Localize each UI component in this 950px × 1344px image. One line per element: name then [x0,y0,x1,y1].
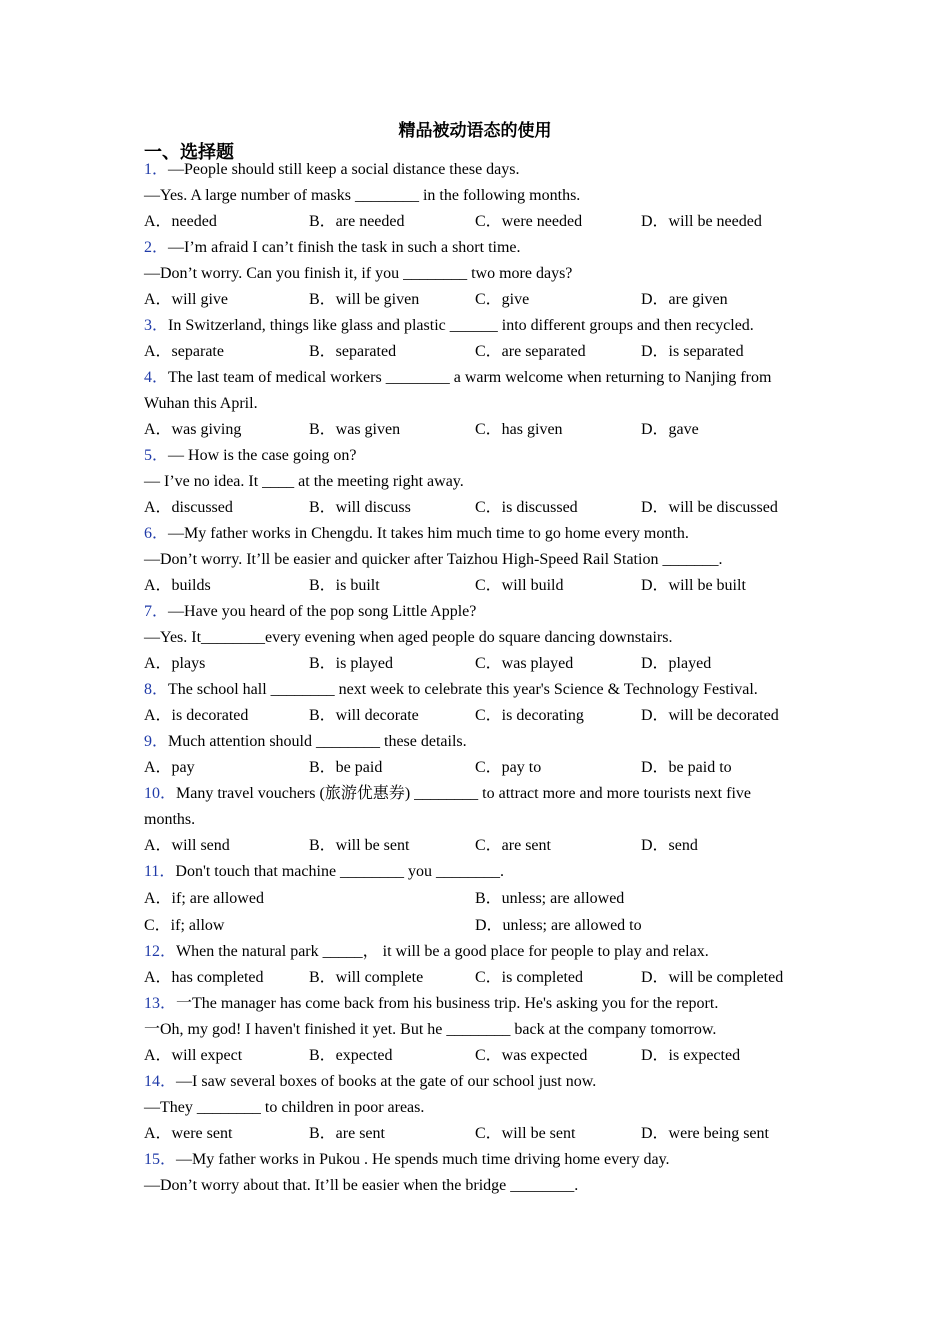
option-b[interactable]: B．will be sent [309,837,410,854]
question-text [144,729,804,755]
question-line: Don't touch that machine ________ you ________. [175,863,505,880]
question-text [144,469,804,495]
option-d[interactable]: D．were being sent [641,1125,769,1142]
question-text [144,521,804,547]
question-line: Much attention should ________ these details. [168,733,467,750]
question-text [144,781,804,833]
option-row [144,885,804,912]
option-c[interactable]: C．are separated [475,343,586,360]
question-text [144,1147,804,1173]
option-c[interactable]: C．give [475,291,530,308]
option-d[interactable]: D．send [641,837,698,854]
option-c[interactable]: C．pay to [475,759,542,776]
question-2 [144,235,804,313]
option-b[interactable]: B．will be given [309,291,420,308]
question-text [144,313,804,339]
question-number: 7． [144,603,169,620]
question-number: 15． [144,1151,177,1168]
question-15 [144,1147,804,1199]
option-row [144,495,804,521]
option-c[interactable]: C．were needed [475,213,583,230]
question-line: In Switzerland, things like glass and plastic ______ into different groups and then recycled. [168,317,754,334]
option-c[interactable]: C．is completed [475,969,583,986]
question-4 [144,365,804,443]
option-row [144,1043,804,1069]
question-line: —Don’t worry about that. It’ll be easier when the bridge ________. [144,1177,579,1194]
question-line: —I’m afraid I can’t finish the task in such a short time. [168,239,521,256]
option-b[interactable]: B．was given [309,421,401,438]
option-c[interactable]: C．is decorating [475,707,584,724]
option-row [144,912,804,939]
question-text [144,183,804,209]
question-text [144,1069,804,1095]
option-b[interactable]: B．is built [309,577,380,594]
option-a[interactable]: A．needed [144,213,217,230]
option-d[interactable]: D．played [641,655,712,672]
option-c[interactable]: C．is discussed [475,499,578,516]
question-9 [144,729,804,781]
option-d[interactable]: D．will be discussed [641,499,778,516]
question-number: 2． [144,239,169,256]
question-line: 一Oh, my god! I haven't finished it yet. But he ________ back at the company tomorrow. [144,1021,717,1038]
question-1 [144,157,804,235]
option-row [144,339,804,365]
question-line: Many travel vouchers (旅游优惠券) ________ to attract more and more tourists next five months. [144,785,751,828]
question-line: —Yes. It________every evening when aged people do square dancing downstairs. [144,629,673,646]
option-a[interactable]: A．is decorated [144,707,249,724]
question-8 [144,677,804,729]
question-line: 一The manager has come back from his business trip. He's asking you for the report. [176,995,719,1012]
question-text [144,547,804,573]
question-text [144,157,804,183]
question-number: 6． [144,525,169,542]
option-d[interactable]: D．gave [641,421,699,438]
option-b[interactable]: B．unless; are allowed [475,890,625,907]
option-a[interactable]: A．will give [144,291,228,308]
question-text [144,261,804,287]
question-number: 3． [144,317,169,334]
question-line: —My father works in Chengdu. It takes him much time to go home every month. [168,525,689,542]
option-d[interactable]: D．will be completed [641,969,784,986]
question-line: —Don’t worry. Can you finish it, if you ________ two more days? [144,265,573,282]
option-row [144,209,804,235]
question-line: When the natural park _____， it will be a good place for people to play and relax. [176,943,709,960]
option-c[interactable]: C．was expected [475,1047,588,1064]
option-c[interactable]: C．if; allow [144,917,225,934]
option-b[interactable]: B．will complete [309,969,424,986]
option-a[interactable]: A．were sent [144,1125,233,1142]
question-number: 8． [144,681,169,698]
question-11 [144,859,804,939]
option-c[interactable]: C．will build [475,577,564,594]
question-text [144,677,804,703]
option-row [144,651,804,677]
question-number: 5． [144,447,169,464]
option-row [144,703,804,729]
question-number: 10． [144,785,177,802]
option-d[interactable]: D．will be needed [641,213,762,230]
option-c[interactable]: C．was played [475,655,574,672]
question-12 [144,939,804,991]
question-line: The school hall ________ next week to celebrate this year's Science & Technology Festival. [168,681,758,698]
option-a[interactable]: A．discussed [144,499,233,516]
option-d[interactable]: D．will be decorated [641,707,779,724]
option-row [144,833,804,859]
page-title: 精品被动语态的使用 [398,121,552,141]
option-b[interactable]: B．expected [309,1047,393,1064]
option-b[interactable]: B．is played [309,655,393,672]
question-14 [144,1069,804,1147]
option-a[interactable]: A．plays [144,655,206,672]
option-a[interactable]: A．will send [144,837,230,854]
question-number: 14． [144,1073,177,1090]
question-line: —Yes. A large number of masks ________ in the following months. [144,187,581,204]
option-c[interactable]: C．are sent [475,837,551,854]
question-line: —I saw several boxes of books at the gate of our school just now. [176,1073,597,1090]
question-13 [144,991,804,1069]
option-row [144,755,804,781]
question-number: 9． [144,733,169,750]
question-5 [144,443,804,521]
option-row [144,287,804,313]
question-line: —My father works in Pukou . He spends much time driving home every day. [176,1151,670,1168]
option-d[interactable]: D．is expected [641,1047,741,1064]
question-number: 1． [144,161,169,178]
option-b[interactable]: B．are needed [309,213,405,230]
option-a[interactable]: A．builds [144,577,211,594]
question-line: The last team of medical workers ________ a warm welcome when returning to Nanjing from Wuhan this April. [144,369,772,412]
question-text [144,991,804,1017]
question-text [144,939,804,965]
question-number: 12． [144,943,177,960]
question-line: — How is the case going on? [168,447,357,464]
question-text [144,1095,804,1121]
option-b[interactable]: B．be paid [309,759,383,776]
option-a[interactable]: A．has completed [144,969,264,986]
option-b[interactable]: B．will decorate [309,707,419,724]
question-3 [144,313,804,365]
question-text [144,365,804,417]
question-number: 11． [144,863,176,880]
option-d[interactable]: D．are given [641,291,728,308]
question-text [144,1173,804,1199]
option-d[interactable]: D．is separated [641,343,744,360]
option-b[interactable]: B．are sent [309,1125,385,1142]
question-line: —They ________ to children in poor areas. [144,1099,425,1116]
option-row [144,965,804,991]
question-6 [144,521,804,599]
option-b[interactable]: B．separated [309,343,397,360]
question-line: — I’ve no idea. It ____ at the meeting right away. [144,473,464,490]
question-text [144,625,804,651]
question-line: —Don’t worry. It’ll be easier and quicker after Taizhou High-Speed Rail Station _______. [144,551,723,568]
question-10 [144,781,804,859]
question-text [144,859,804,885]
option-b[interactable]: B．will discuss [309,499,411,516]
question-line: —People should still keep a social distance these days. [168,161,520,178]
option-d[interactable]: D．will be built [641,577,746,594]
option-c[interactable]: C．will be sent [475,1125,576,1142]
option-a[interactable]: A．if; are allowed [144,890,264,907]
option-row [144,417,804,443]
section-heading: 一、选择题 [144,142,234,163]
question-text [144,235,804,261]
question-text [144,1017,804,1043]
option-d[interactable]: D．be paid to [641,759,732,776]
option-row [144,573,804,599]
question-number: 13． [144,995,177,1012]
option-c[interactable]: C．has given [475,421,563,438]
option-a[interactable]: A．will expect [144,1047,243,1064]
option-row [144,1121,804,1147]
question-number: 4． [144,369,169,386]
option-a[interactable]: A．separate [144,343,224,360]
question-text [144,599,804,625]
question-text [144,443,804,469]
option-a[interactable]: A．was giving [144,421,242,438]
option-d[interactable]: D．unless; are allowed to [475,917,642,934]
question-7 [144,599,804,677]
question-list [144,157,804,1199]
question-line: —Have you heard of the pop song Little Apple? [168,603,477,620]
option-a[interactable]: A．pay [144,759,195,776]
